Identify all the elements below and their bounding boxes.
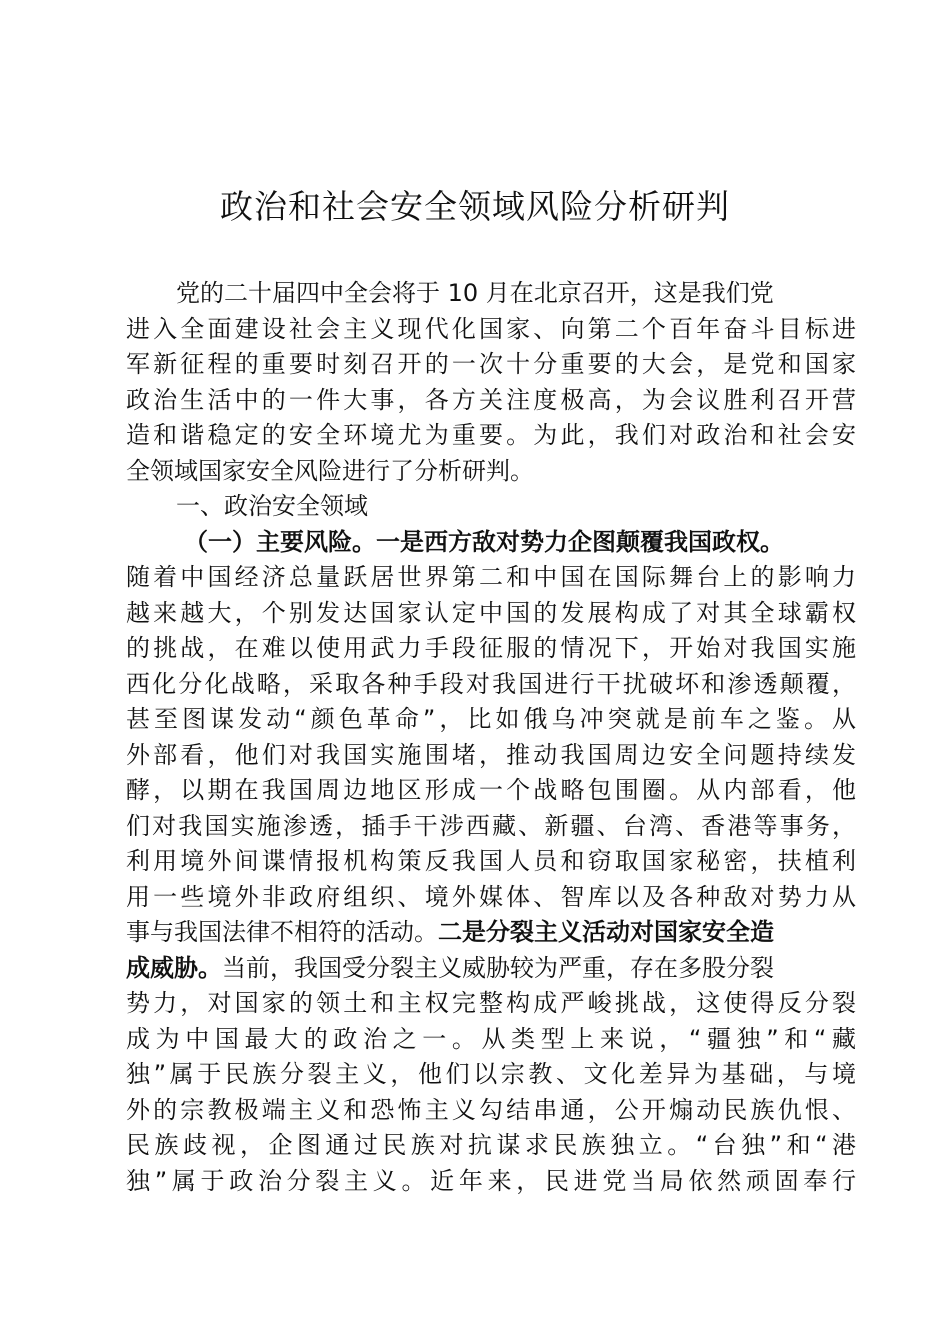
text-line: 民族歧视，企图通过民族对抗谋求民族独立。“台独”和“港: [126, 1131, 856, 1159]
text-line: 独”属于政治分裂主义。近年来，民进党当局依然顽固奉行: [126, 1166, 856, 1195]
text-line: 党的二十届四中全会将于 10 月在北京召开，这是我们党: [176, 279, 774, 307]
text-line: 酵，以期在我国周边地区形成一个战略包围圈。从内部看，他: [126, 776, 856, 804]
sub-heading: （一）主要风险。一是西方敌对势力企图颠覆我国政权。: [184, 527, 784, 556]
text-run: 事与我国法律不相符的活动。: [126, 918, 438, 946]
text-line: 们对我国实施渗透，插手干涉西藏、新疆、台湾、香港等事务，: [126, 811, 856, 840]
text-line: 全领域国家安全风险进行了分析研判。: [126, 456, 534, 485]
text-line: 军新征程的重要时刻召开的一次十分重要的大会，是党和国家: [126, 350, 856, 378]
text-line: 造和谐稳定的安全环境尤为重要。为此，我们对政治和社会安: [126, 421, 856, 449]
text-line: 越来越大，个别发达国家认定中国的发展构成了对其全球霸权: [126, 598, 856, 627]
text-line: 进入全面建设社会主义现代化国家、向第二个百年奋斗目标进: [126, 314, 856, 343]
text-line: 政治生活中的一件大事，各方关注度极高，为会议胜利召开营: [126, 385, 856, 414]
text-line: 成为中国最大的政治之一。从类型上来说，“疆独”和“藏: [126, 1024, 856, 1053]
page-title: 政治和社会安全领域风险分析研判: [220, 187, 730, 226]
text-line: 甚至图谋发动“颜色革命”，比如俄乌冲突就是前车之鉴。从: [126, 705, 856, 733]
document-body: [126, 276, 856, 1199]
text-line: 西化分化战略，采取各种手段对我国进行干扰破坏和渗透颠覆，: [126, 669, 856, 698]
section-heading: 一、政治安全领域: [176, 492, 368, 520]
text-line: 外的宗教极端主义和恐怖主义勾结串通，公开煽动民族仇恨、: [126, 1095, 856, 1124]
text-line: [126, 915, 856, 951]
text-line: 用一些境外非政府组织、境外媒体、智库以及各种敌对势力从: [126, 882, 856, 911]
text-line: 独”属于民族分裂主义，他们以宗教、文化差异为基础，与境: [126, 1060, 856, 1088]
text-line: 外部看，他们对我国实施围堵，推动我国周边安全问题持续发: [126, 740, 856, 769]
text-line: 利用境外间谍情报机构策反我国人员和窃取国家秘密，扶植利: [126, 847, 856, 875]
text-line: [126, 951, 856, 987]
text-line: 的挑战，在难以使用武力手段征服的情况下，开始对我国实施: [126, 634, 856, 662]
bold-text-run: 二是分裂主义活动对国家安全造: [438, 918, 774, 946]
text-line: 势力，对国家的领土和主权完整构成严峻挑战，这使得反分裂: [126, 989, 856, 1017]
text-line: 随着中国经济总量跃居世界第二和中国在国际舞台上的影响力: [126, 563, 856, 591]
text-run: 当前，我国受分裂主义威胁较为严重，存在多股分裂: [222, 953, 774, 982]
bold-text-run: 成威胁。: [126, 953, 222, 982]
